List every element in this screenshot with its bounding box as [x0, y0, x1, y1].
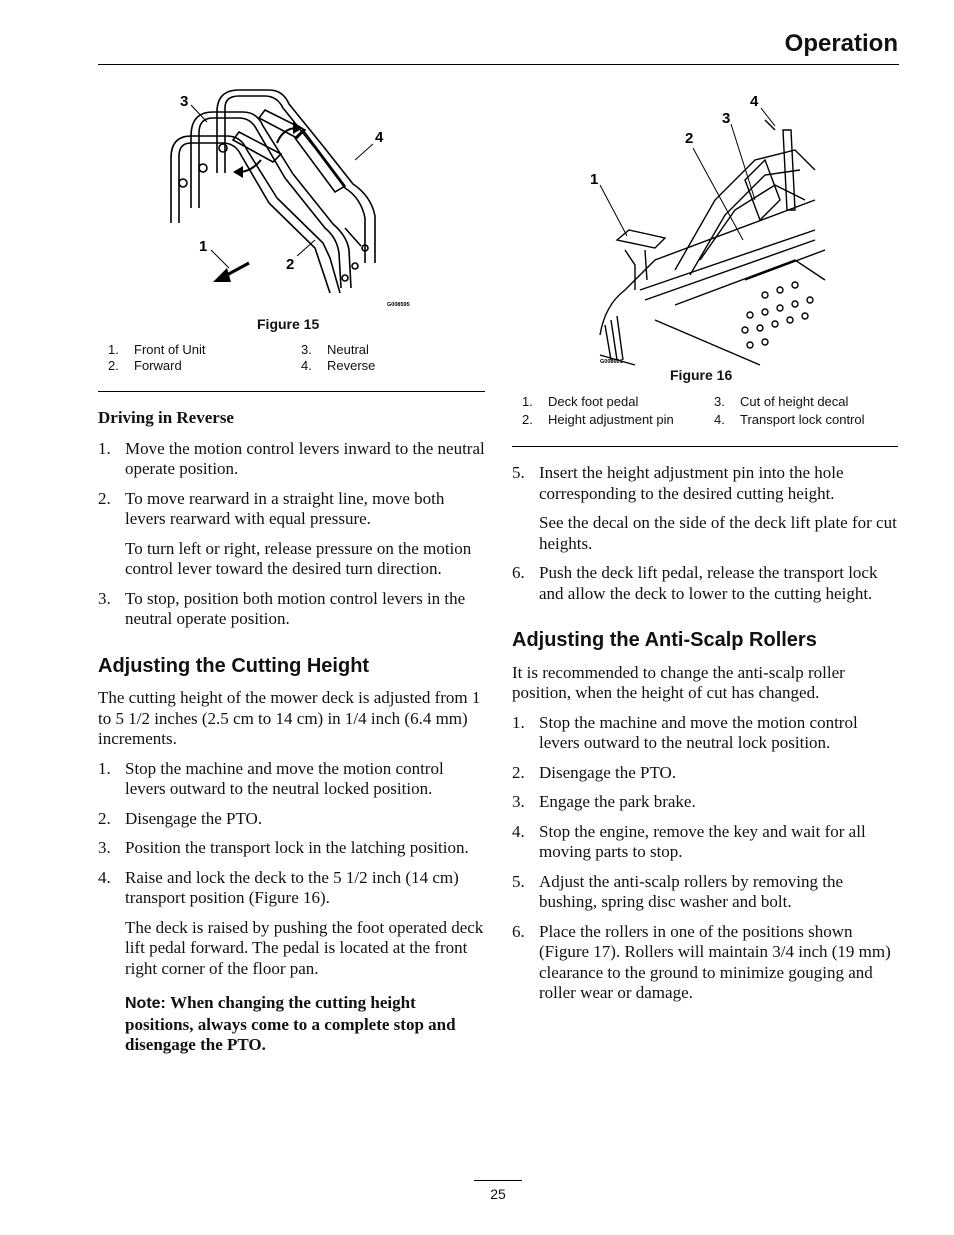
figure-16-caption: Figure 16	[670, 367, 733, 383]
list-item: 5. Insert the height adjustment pin into the hole corresponding to the desired cutting height.	[512, 463, 844, 503]
left-column-text	[98, 408, 486, 1065]
list-item: 1. Stop the machine and move the motion control levers outward to the neutral lock position.	[512, 712, 858, 752]
list-subparagraph: The deck is raised by pushing the foot operated deck lift pedal forward. The pedal is located at the front right corner of the floor pan.	[125, 917, 484, 978]
legend-item: 1. Front of Unit	[108, 342, 206, 357]
legend-item: 3. Cut of height decal	[714, 394, 849, 409]
figure-15-legend	[108, 342, 488, 376]
legend-item: 1. Deck foot pedal	[522, 394, 639, 409]
legend-item: 4. Reverse	[301, 358, 376, 373]
figure-16-illustration	[590, 90, 825, 365]
list-item: 3. Position the transport lock in the latching position.	[98, 838, 469, 857]
figure-15-rule	[98, 391, 485, 392]
note	[98, 993, 486, 1056]
list-item: 5. Adjust the anti-scalp rollers by removing the bushing, spring disc washer and bolt.	[512, 871, 844, 911]
list-item: 1. Move the motion control levers inward to the neutral operate position.	[98, 438, 485, 478]
fig15-callout-2: 2	[286, 256, 295, 273]
fig15-callout-4: 4	[375, 129, 384, 146]
list-subparagraph: See the decal on the side of the deck lift plate for cut heights.	[539, 513, 897, 553]
cutting-height-heading: Adjusting the Cutting Height	[98, 654, 370, 677]
list-item: 3. To stop, position both motion control levers in the neutral operate position.	[98, 588, 466, 628]
figure-16-legend	[522, 394, 902, 428]
list-item: 4. Stop the engine, remove the key and wait for all moving parts to stop.	[512, 821, 866, 861]
page-title: Operation	[784, 30, 898, 57]
fig16-callout-4: 4	[750, 93, 759, 110]
list-item: 2. To move rearward in a straight line, move both levers rearward with equal pressure.	[98, 488, 445, 528]
driving-reverse-heading: Driving in Reverse	[98, 408, 234, 427]
page-number: 25	[490, 1186, 506, 1202]
note-text: When changing the cutting height positions, always come to a complete stop and disengage the PTO.	[125, 993, 456, 1054]
cutting-height-intro: The cutting height of the mower deck is adjusted from 1 to 5 1/2 inches (2.5 cm to 14 cm) in 1/4 inch (6.4 mm) increments.	[98, 688, 481, 748]
footer-rule	[474, 1180, 522, 1181]
legend-item: 4. Transport lock control	[714, 412, 865, 427]
list-item: 3. Engage the park brake.	[512, 792, 696, 811]
list-item: 2. Disengage the PTO.	[512, 762, 677, 782]
list-item: 1. Stop the machine and move the motion control levers outward to the neutral locked position.	[98, 758, 444, 798]
fig15-callout-1: 1	[199, 238, 208, 255]
fig15-code: G008595	[387, 302, 410, 308]
right-column-text	[512, 463, 902, 1013]
list-subparagraph: To turn left or right, release pressure on the motion control lever toward the desired turn direction.	[125, 538, 472, 578]
header-rule	[98, 64, 899, 65]
list-item: 4. Raise and lock the deck to the 5 1/2 inch (14 cm) transport position (Figure 16).	[98, 867, 459, 907]
note-label: Note:	[125, 995, 166, 1012]
anti-scalp-heading: Adjusting the Anti-Scalp Rollers	[512, 629, 817, 651]
legend-item: 3. Neutral	[301, 342, 369, 357]
fig16-code: G008601	[600, 359, 623, 365]
fig16-callout-1: 1	[590, 171, 599, 188]
legend-item: 2. Forward	[108, 358, 182, 373]
fig16-callout-3: 3	[722, 110, 731, 127]
list-item: 6. Push the deck lift pedal, release the transport lock and allow the deck to lower to the cutting height.	[512, 563, 878, 603]
figure-16-rule	[512, 446, 898, 447]
figure-15-illustration	[165, 88, 425, 313]
list-item: 6. Place the rollers in one of the positions shown (Figure 17). Rollers will maintain 3/4 inch (19 mm) clearance to the ground to minimize gouging and roller wear or damage.	[512, 921, 891, 1002]
legend-item: 2. Height adjustment pin	[522, 412, 674, 427]
anti-scalp-intro: It is recommended to change the anti-scalp roller position, when the height of cut has changed.	[512, 662, 845, 702]
list-item: 2. Disengage the PTO.	[98, 808, 263, 828]
fig16-callout-2: 2	[685, 130, 694, 147]
fig15-callout-3: 3	[180, 93, 189, 110]
figure-15-caption: Figure 15	[257, 316, 320, 332]
